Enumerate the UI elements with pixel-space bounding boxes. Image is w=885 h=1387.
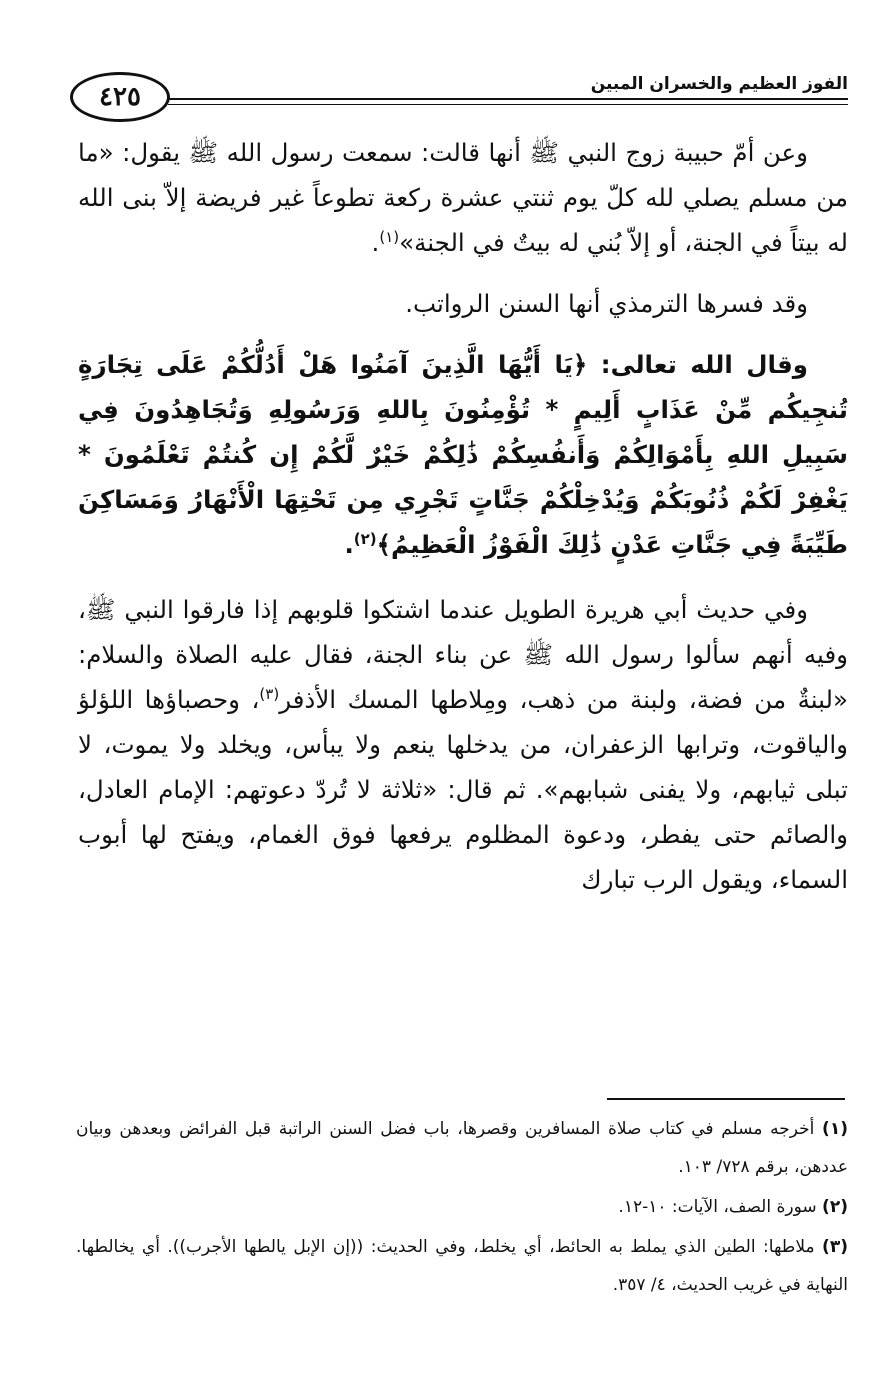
paragraph-text: وفي حديث أبي هريرة الطويل عندما اشتكوا قلوبهم إذا فارقوا النبي ﷺ، وفيه أنهم سألوا رسول الله ﷺ عن بناء الجنة، فقال عليه الصلاة والسلام: «لبنةٌ من فضة، ولبنة من ذهب، ومِلاطها المسك الأذفر (78, 595, 848, 714)
verse-text: وقال الله تعالى: ﴿يَا أَيُّهَا الَّذِينَ آمَنُوا هَلْ أَدُلُّكُمْ عَلَى تِجَارَةٍ تُنجِيكُم مِّنْ عَذَابٍ أَلِيمٍ * تُؤْمِنُونَ بِاللهِ وَرَسُولِهِ وَتُجَاهِدُونَ فِي سَبِيلِ اللهِ بِأَمْوَالِكُمْ وَأَنفُسِكُمْ ذَٰلِكُمْ خَيْرٌ لَّكُمْ إِن كُنتُمْ تَعْلَمُونَ * يَغْفِرْ لَكُمْ ذُنُوبَكُمْ وَيُدْخِلْكُمْ جَنَّاتٍ تَجْرِي مِن تَحْتِهَا الْأَنْهَارُ وَمَسَاكِنَ طَيِّبَةً فِي جَنَّاتِ عَدْنٍ ذَٰلِكَ الْفَوْزُ الْعَظِيمُ﴾ (78, 350, 848, 559)
footnote-number: (٣) (822, 1237, 848, 1257)
main-text (78, 130, 848, 918)
page-header (70, 64, 848, 134)
footnote-text: ملاطها: الطين الذي يملط به الحائط، أي يخلط، وفي الحديث: ((إن الإبل يالطها الأجرب)). أي يخالطها. النهاية في غريب الحديث، ٤/ ٣٥٧. (76, 1237, 848, 1295)
paragraph-end: . (371, 228, 380, 257)
header-rule-thin (168, 104, 848, 105)
footnote-ref: (٢) (353, 529, 377, 548)
footnote-ref: (١) (379, 227, 400, 246)
paragraph-text: وقد فسرها الترمذي أنها السنن الرواتب. (405, 289, 808, 318)
paragraph-end: . (344, 530, 354, 559)
paragraph-hadith-umm-habiba (78, 130, 848, 265)
page-number: ٤٢٥ (99, 82, 141, 112)
footnote-number: (١) (822, 1119, 848, 1139)
footnote-divider (607, 1098, 845, 1100)
running-title: الفوز العظيم والخسران المبين (590, 74, 848, 94)
paragraph-hadith-abu-hurayra (78, 587, 848, 902)
footnote-text: سورة الصف، الآيات: ١٠-١٢. (618, 1197, 817, 1217)
paragraph-tirmidhi (78, 281, 848, 326)
footnote-item (76, 1110, 848, 1186)
footnotes (76, 1110, 848, 1306)
header-rule (168, 98, 848, 100)
page-number-badge (70, 72, 170, 122)
footnote-item (76, 1188, 848, 1226)
paragraph-text: وعن أمّ حبيبة زوج النبي ﷺ أنها قالت: سمعت رسول الله ﷺ يقول: «ما من مسلم يصلي لله كلّ يوم ثنتي عشرة ركعة تطوعاً غير فريضة إلاّ بنى الله له بيتاً في الجنة، أو إلاّ بُني له بيتٌ في الجنة» (78, 138, 848, 257)
footnote-ref: (٣) (259, 684, 280, 703)
footnote-text: أخرجه مسلم في كتاب صلاة المسافرين وقصرها، باب فضل السنن الراتبة قبل الفرائض وبعدهن وبيان عددهن، برقم ٧٢٨/ ١٠٣. (76, 1119, 848, 1177)
paragraph-text-cont: ، وحصباؤها اللؤلؤ والياقوت، وترابها الزعفران، من يدخلها ينعم ولا يبأس، ويخلد ولا يموت، لا تبلى ثيابهم، ولا يفنى شبابهم». ثم قال: «ثلاثة لا تُردّ دعوتهم: الإمام العادل، والصائم حتى يفطر، ودعوة المظلوم يرفعها فوق الغمام، ويفتح لها أبوب السماء، ويقول الرب تبارك (78, 685, 848, 894)
paragraph-quran-verse (78, 342, 848, 567)
footnote-number: (٢) (822, 1197, 848, 1217)
footnote-item (76, 1228, 848, 1304)
